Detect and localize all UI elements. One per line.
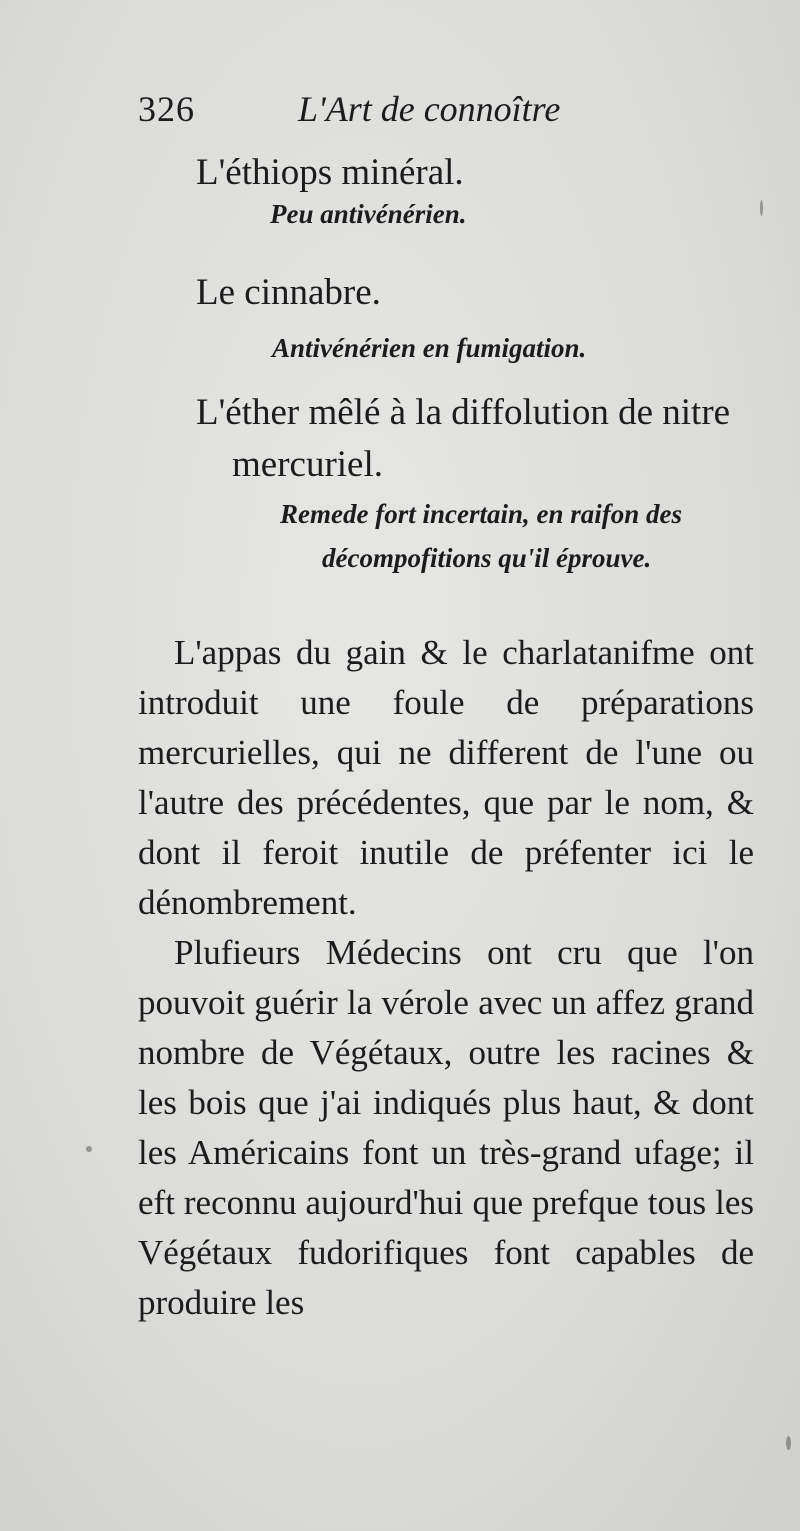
body-paragraph: L'appas du gain & le charlatanifme ont introduit une foule de préparations mercurielles, qui ne different de l'une ou l'autre des précédentes, que par le nom, & dont il feroit inutile de préfenter ici le dénombrement. xyxy=(138,633,754,922)
running-title: L'Art de connoître xyxy=(298,89,561,129)
entry-name-continuation: mercuriel. xyxy=(232,444,383,485)
entry-name: Le cinnabre. xyxy=(196,272,381,313)
entry-note: Peu antivénérien. xyxy=(270,199,467,229)
page-header xyxy=(138,88,758,138)
entry-note: Remede fort incertain, en raifon des xyxy=(280,499,682,529)
page-number: 326 xyxy=(138,89,195,129)
paper-speck xyxy=(760,200,763,216)
body-text xyxy=(138,628,754,1328)
entry-name: L'éthiops minéral. xyxy=(196,152,464,193)
paper-speck xyxy=(86,1146,92,1152)
paper-speck xyxy=(786,1436,791,1450)
entry-note: Antivénérien en fumigation. xyxy=(272,333,587,363)
entry-note-continuation: décompofitions qu'il éprouve. xyxy=(322,543,652,573)
body-paragraph: Plufieurs Médecins ont cru que l'on pouvoit guérir la vérole avec un affez grand nombre de Végétaux, outre les racines & les bois que j'ai indiqués plus haut, & dont les Américains font un très-grand ufage; il eft reconnu aujourd'hui que prefque tous les Végétaux fudorifiques font capables de produire les xyxy=(138,933,754,1322)
entry-name: L'éther mêlé à la diffolution de nitre xyxy=(196,392,731,433)
